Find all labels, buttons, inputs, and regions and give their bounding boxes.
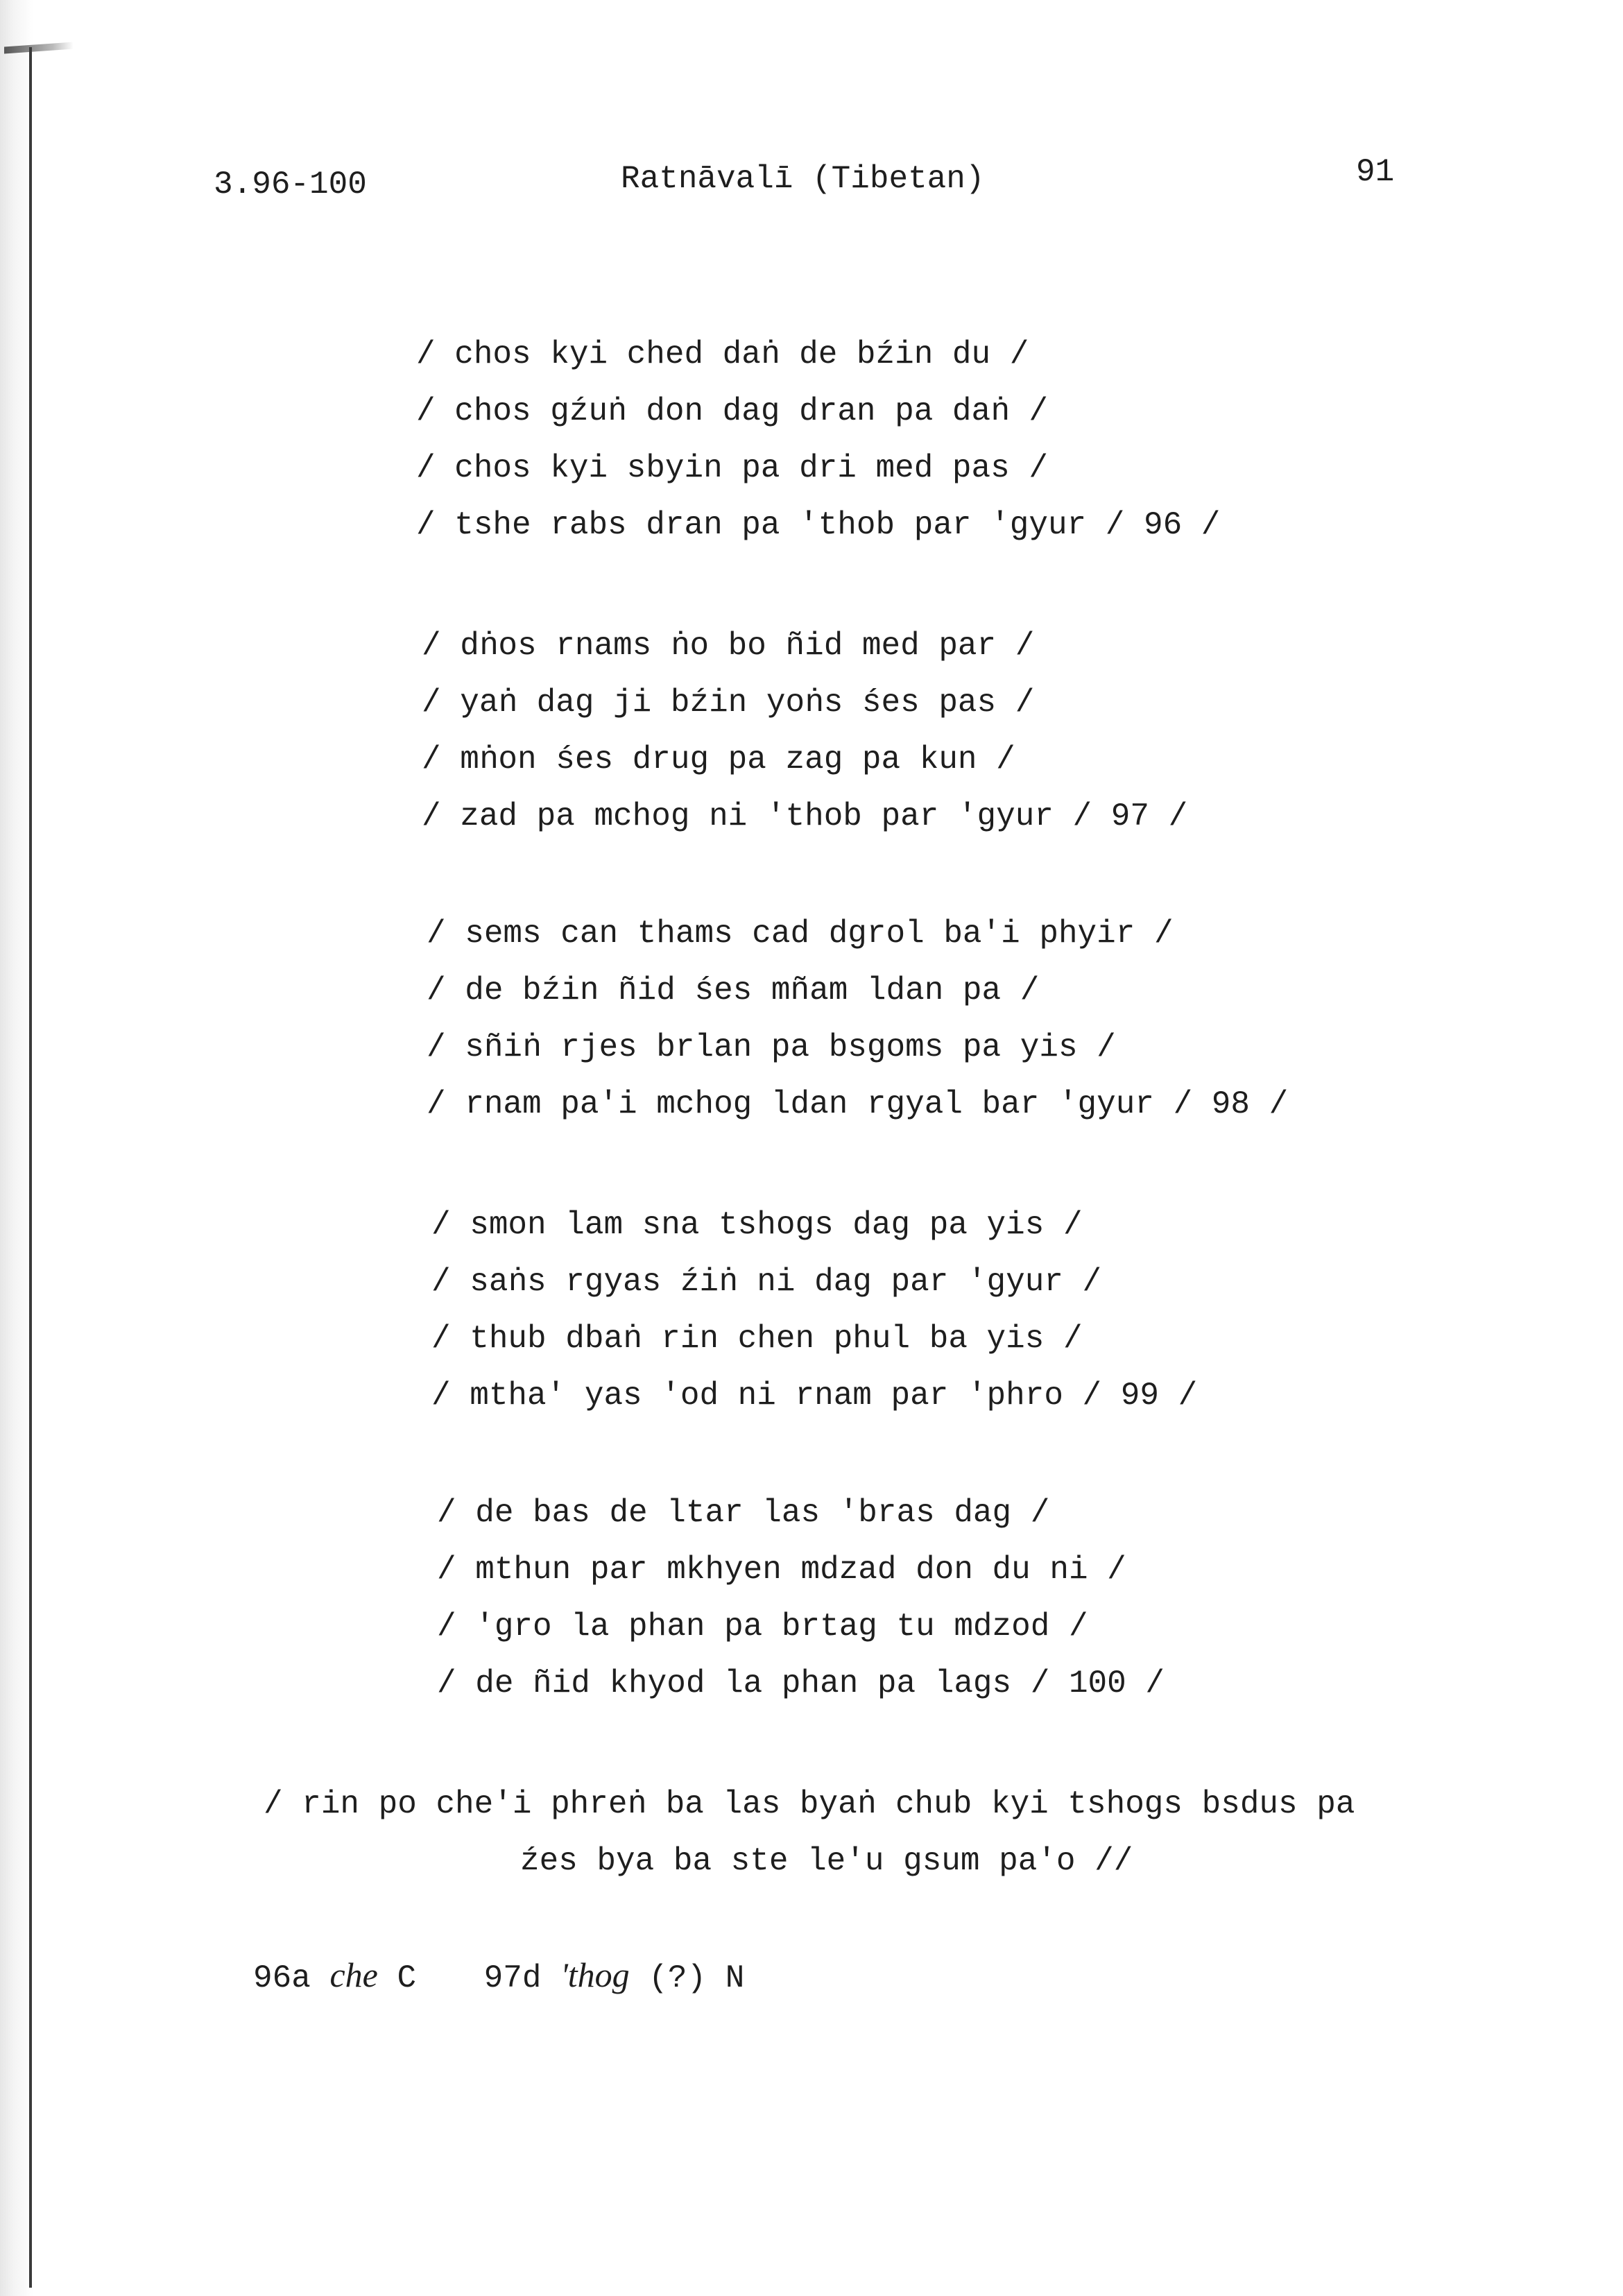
verse-line: / mṅon śes drug pa zag pa kun /	[422, 742, 1015, 778]
verse-line: / sñiṅ rjes brlan pa bsgoms pa yis /	[427, 1029, 1116, 1065]
stanza-100	[437, 1484, 1165, 1712]
verse-line: / dṅos rnams ṅo bo ñid med par /	[422, 628, 1035, 664]
verse-line: / chos gźuṅ don dag dran pa daṅ /	[416, 393, 1048, 429]
textual-notes	[253, 1955, 744, 1996]
verse-line: / de ñid khyod la phan pa lags / 100 /	[437, 1665, 1165, 1702]
verse-line: / de bas de ltar las 'bras dag /	[437, 1495, 1050, 1531]
verse-range: 3.96-100	[214, 166, 367, 203]
running-title: Ratnāvalī (Tibetan)	[621, 161, 985, 197]
verse-line: / mthun par mkhyen mdzad don du ni /	[437, 1552, 1126, 1588]
colophon-line: źes bya ba ste le'u gsum pa'o //	[520, 1843, 1133, 1879]
stanza-96	[416, 326, 1220, 554]
chapter-colophon	[264, 1776, 1401, 1890]
colophon-line: / rin po che'i phreṅ ba las byaṅ chub kyi tshogs bsdus pa	[264, 1786, 1355, 1822]
verse-line: / yaṅ dag ji bźin yoṅs śes pas /	[422, 685, 1035, 721]
note-siglum: (?) N	[649, 1960, 745, 1996]
verse-line: / mtha' yas 'od ni rnam par 'phro / 99 /	[431, 1378, 1198, 1414]
note-reading: che	[329, 1955, 378, 1994]
verse-line: / sems can thams cad dgrol ba'i phyir /	[427, 916, 1174, 952]
verse-line: / zad pa mchog ni 'thob par 'gyur / 97 /	[422, 798, 1188, 834]
stanza-98	[427, 905, 1288, 1133]
verse-line: / chos kyi ched daṅ de bźin du /	[416, 336, 1029, 372]
verse-line: / 'gro la phan pa brtag tu mdzod /	[437, 1609, 1088, 1645]
note-siglum: C	[397, 1960, 417, 1996]
page-number: 91	[1356, 154, 1395, 190]
verse-line: / saṅs rgyas źiṅ ni dag par 'gyur /	[431, 1264, 1102, 1300]
verse-line: / chos kyi sbyin pa dri med pas /	[416, 450, 1048, 486]
page-binding-edge	[0, 0, 33, 2296]
stanza-97	[422, 617, 1187, 845]
verse-line: / tshe rabs dran pa 'thob par 'gyur / 96 /	[416, 507, 1221, 543]
note-reading: 'thog	[560, 1955, 630, 1994]
verse-line: / de bźin ñid śes mñam ldan pa /	[427, 973, 1040, 1009]
note-ref: 97d	[483, 1960, 542, 1996]
note-ref: 96a	[253, 1960, 311, 1996]
verse-line: / smon lam sna tshogs dag pa yis /	[431, 1207, 1083, 1243]
verse-line: / thub dbaṅ rin chen phul ba yis /	[431, 1321, 1083, 1357]
stanza-99	[431, 1197, 1197, 1424]
binding-line	[29, 47, 32, 2288]
verse-line: / rnam pa'i mchog ldan rgyal bar 'gyur / 98 /	[427, 1086, 1289, 1122]
